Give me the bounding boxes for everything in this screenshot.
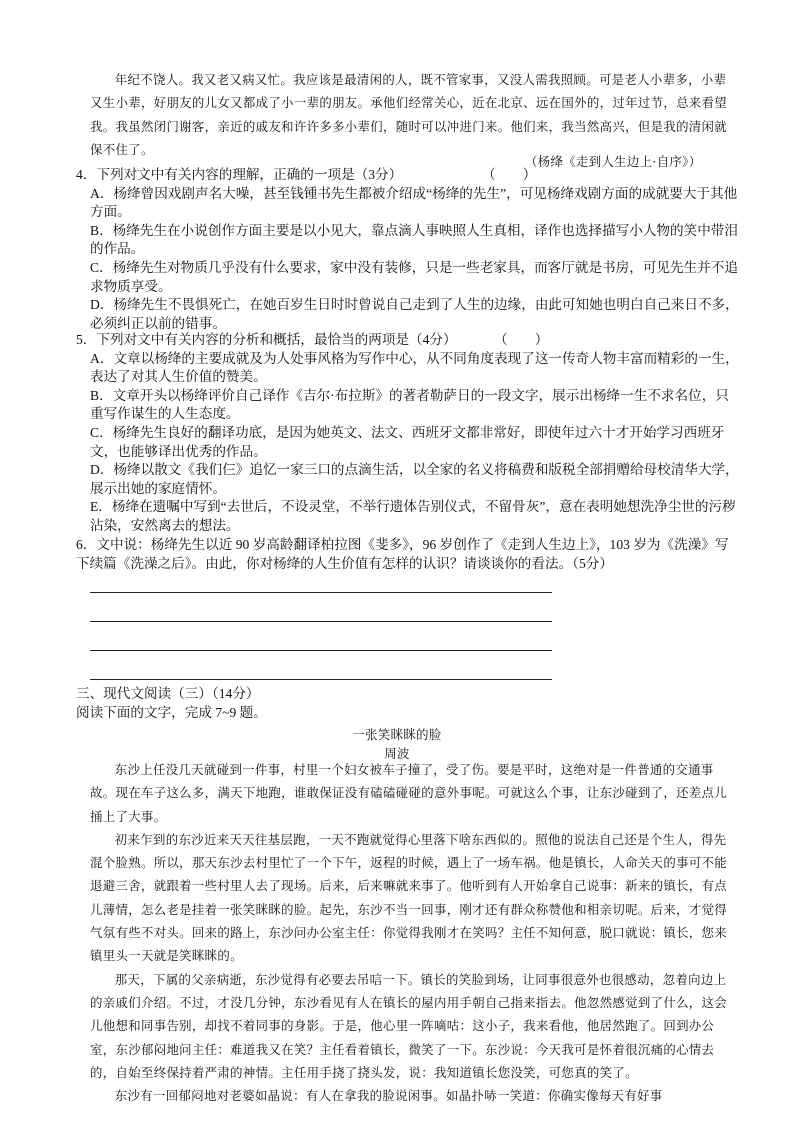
answer-line[interactable] <box>90 592 552 593</box>
intro-passage <box>90 68 738 161</box>
section-3 <box>76 685 740 722</box>
question-6-stem: 6．文中说：杨绛先生以近 90 岁高龄翻译柏拉图《斐多》，96 岁创作了《走到人生边上》，103 岁为《洗澡》写下续篇《洗澡之后》。由此，你对杨绛的人生价值有怎样的认识？请谈谈你的看法。（5分） <box>76 537 729 571</box>
story-author: 周波 <box>384 746 410 761</box>
question-5-option-b[interactable]: B．文章开头以杨绛评价自己译作《吉尔·布拉斯》的著者勒萨日的一段文字，展示出杨绛一生不求名位，只重写作谋生的人生态度。 <box>90 387 729 422</box>
intro-paragraph: 年纪不饶人。我又老又病又忙。我应该是最清闲的人，既不管家事，又没人需我照顾。可是老人小辈多，小辈又生小辈，好朋友的儿女又都成了小一辈的朋友。承他们经常关心，近在北京、远在国外的，过年过节，总来看望我。我虽然闭门谢客，亲近的戚友和许许多多小辈们，随时可以冲进门来。他们来，我当然高兴，但是我的清闲就保不住了。 <box>90 72 728 157</box>
question-4-option-d[interactable]: D．杨绛先生不畏惧死亡，在她百岁生日时时曾说自己走到了人生的边缘，由此可知她也明白自己来日不多，必须纠正以前的错事。 <box>90 297 739 331</box>
question-5 <box>76 331 740 536</box>
question-5-option-c[interactable]: C．杨绛先生良好的翻译功底，是因为她英文、法文、西班牙文都非常好，即使年过六十才开始学习西班牙文，也能够译出优秀的作品。 <box>90 424 725 459</box>
story-body <box>90 758 738 1107</box>
question-5-option-a[interactable]: A．文章以杨绛的主要成就及为人处事风格为写作中心，从不同角度表现了这一传奇人物丰富而精彩的一生，表达了对其人生价值的赞美。 <box>90 350 739 385</box>
question-6 <box>76 536 740 573</box>
answer-line[interactable] <box>90 650 552 651</box>
intro-attribution: （杨绛《走到人生边上·自序》） <box>525 154 702 169</box>
question-5-option-e[interactable]: E．杨绛在遗嘱中写到“去世后，不设灵堂，不举行遗体告别仪式，不留骨灰”，意在表明她想洗净尘世的污秽沾染，安然离去的想法。 <box>90 499 736 533</box>
section-heading: 三、现代文阅读（三）（14分） <box>76 686 260 701</box>
question-5-option-d[interactable]: D．杨绛以散文《我们仨》追忆一家三口的点滴生活，以全家的名义将稿费和版税全部捐赠给母校清华大学，展示出她的家庭情怀。 <box>90 462 739 496</box>
answer-bracket[interactable]: （ ） <box>482 167 537 182</box>
question-4-stem: 4．下列对文中有关内容的理解，正确的一项是（3分） （ ） <box>76 166 740 185</box>
question-4-option-b[interactable]: B．杨绛先生在小说创作方面主要是以小见大，靠点滴人事映照人生真相，译作也选择描写小人物的笑中带泪的作品。 <box>90 222 738 257</box>
story-paragraph: 初来乍到的东沙近来天天往基层跑，一天不跑就觉得心里落下啥东西似的。照他的说法自己还是个生人，得先混个脸熟。所以，那天东沙去村里忙了一个下午，返程的时候，遇上了一场车祸。他是镇长，人命关天的事可不能退避三舍，就跟着一些村里人去了现场。后来，后来嘛就来事了。他听到有人开始拿自己说事：新来的镇长，有点儿薄情，怎么老是挂着一张笑眯眯的脸。起先，东沙不当一回事，刚才还有群众称赞他和相亲切呢。后来，才觉得气氛有些不对头。回来的路上，东沙问办公室主任：你觉得我刚才在笑吗？主任不知何意，脱口就说：镇长，您来镇里头一天就是笑眯眯的。 <box>90 831 728 964</box>
answer-bracket[interactable]: （ ） <box>494 332 549 347</box>
story-title: 一张笑眯眯的脸 <box>352 727 442 742</box>
answer-line[interactable] <box>90 679 552 680</box>
question-5-stem: 5．下列对文中有关内容的分析和概括，最恰当的两项是（4分） （ ） <box>76 331 740 350</box>
question-4-option-c[interactable]: C．杨绛先生对物质几乎没有什么要求，家中没有装修，只是一些老家具，而客厅就是书房，可见先生并不追求物质享受。 <box>90 259 738 294</box>
answer-line[interactable] <box>90 621 552 622</box>
question-4-option-a[interactable]: A．杨绛曾因戏剧声名大噪，甚至钱锺书先生都被介绍成“杨绛的先生”，可见杨绛戏剧方面的成就要大于其他方面。 <box>90 185 738 220</box>
story-paragraph: 那天，下属的父亲病逝，东沙觉得有必要去吊唁一下。镇长的笑脸到场，让同事很意外也很感动，忽着向边上的亲戚们介绍。不过，才没几分钟，东沙看见有人在镇长的屋内用手朝自己指来指去。他忽然感觉到了什么，这会儿他想和同事告别，却找不着同事的身影。于是，他心里一阵嘀咕：这小子，我来看他，他居然跑了。回到办公室，东沙郁闷地问主任：难道我又在笑？主任看着镇长，微笑了一下。东沙说：今天我可是怀着很沉痛的心情去的，自始至终保持着严肃的神情。主任用手挠了挠头发，说：我知道镇长您没笑，可您真的笑了。 <box>90 971 728 1080</box>
question-4 <box>76 166 740 333</box>
story-paragraph: 东沙上任没几天就碰到一件事，村里一个妇女被车子撞了，受了伤。要是平时，这绝对是一件普通的交通事故。现在车子这么多，满天下地跑，谁敢保证没有磕磕碰碰的意外事呢。可就这么个事，让东沙碰到了，还差点儿捅上了大事。 <box>90 762 728 824</box>
story-paragraph: 东沙有一回郁闷地对老婆如晶说：有人在拿我的脸说闲事。如晶扑哧一笑道：你确实像每天有好事 <box>114 1088 663 1104</box>
section-instruction: 阅读下面的文字，完成 7~9 题。 <box>76 704 267 720</box>
